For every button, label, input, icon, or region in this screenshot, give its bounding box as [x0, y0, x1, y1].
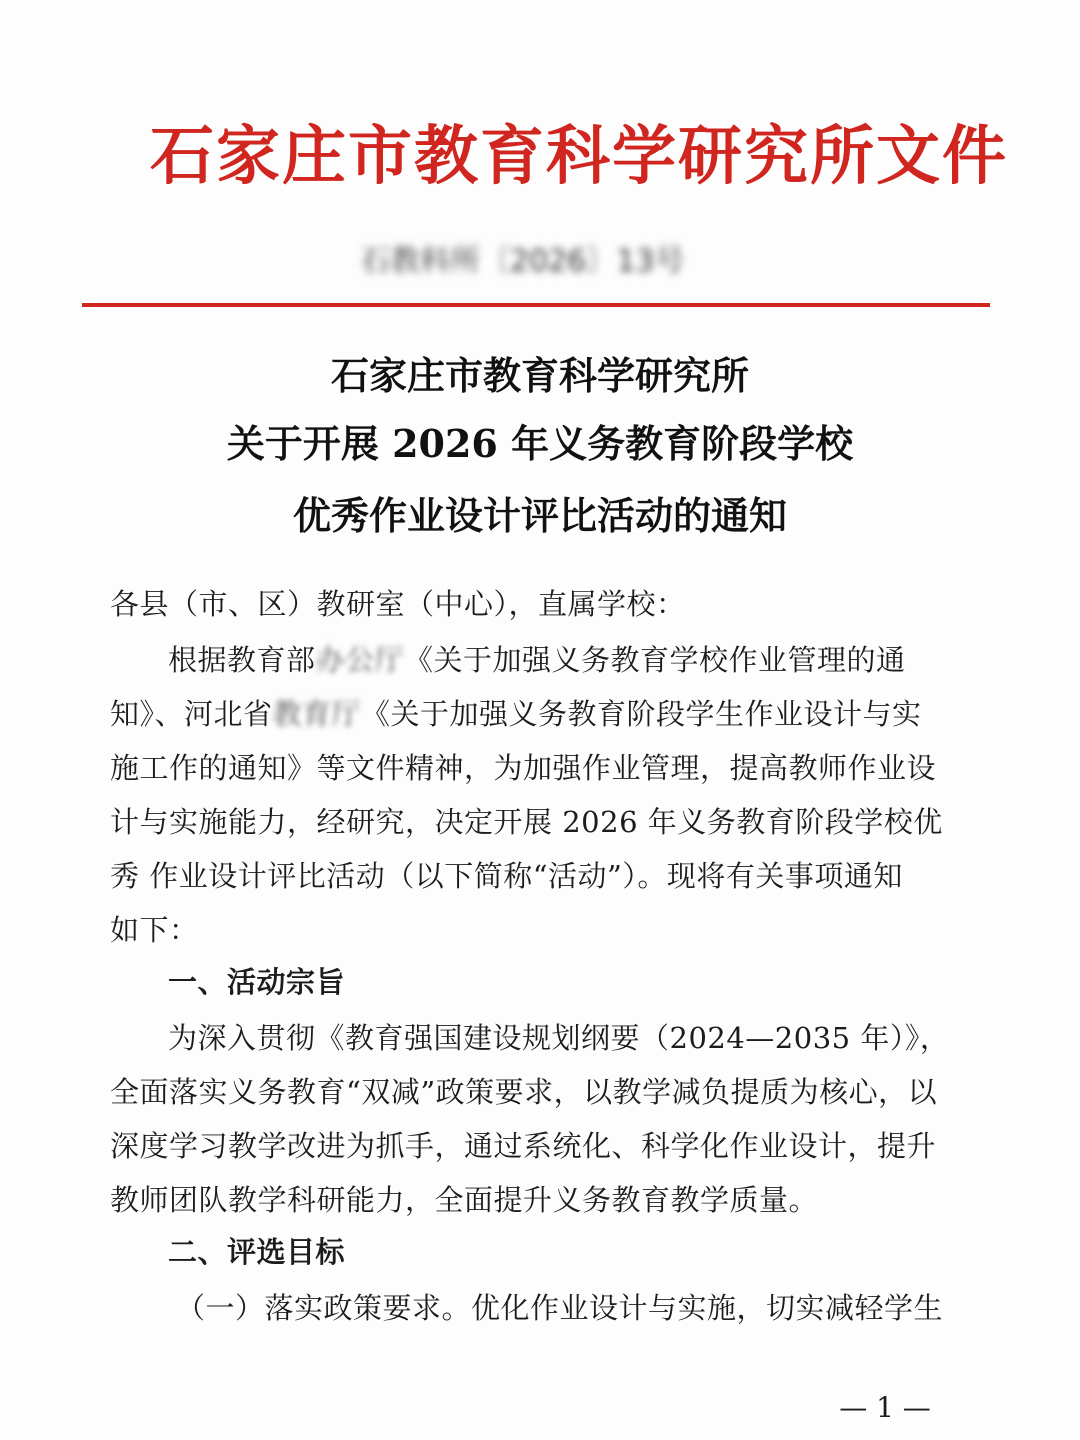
text-segment: 《关于加强义务教育学校作业管理的通 — [404, 643, 906, 677]
paragraph-2-line-4: 教师团队教学科研能力，全面提升义务教育教学质量。 — [110, 1183, 819, 1217]
text-segment: 知》、河北省 — [110, 697, 273, 731]
paragraph-3-line-1: （一）落实政策要求。优化作业设计与实施，切实减轻学生 — [176, 1291, 944, 1325]
paragraph-1-line-4: 计与实施能力，经研究，决定开展 2026 年义务教育阶段学校优 — [110, 805, 943, 839]
paragraph-1-line-5: 秀 作业设计评比活动（以下简称“活动”）。现将有关事项通知 — [110, 859, 903, 893]
section-heading-2: 二、评选目标 — [168, 1235, 346, 1269]
paragraph-1-line-2 — [110, 694, 922, 734]
notice-title-line-1: 石家庄市教育科学研究所 — [330, 353, 749, 398]
redacted-text: 办公厅 — [315, 643, 405, 677]
page-number: — 1 — — [839, 1391, 931, 1424]
salutation: 各县（市、区）教研室（中心），直属学校： — [110, 587, 686, 621]
paragraph-2-line-1: 为深入贯彻《教育强国建设规划纲要（2024—2035 年）》， — [168, 1021, 950, 1055]
paragraph-1-line-1 — [168, 640, 906, 680]
notice-title-line-3: 优秀作业设计评比活动的通知 — [292, 493, 787, 538]
red-divider-line — [82, 303, 990, 307]
paragraph-1-line-6: 如下： — [110, 913, 199, 947]
section-heading-1: 一、活动宗旨 — [168, 965, 346, 999]
notice-title-line-2: 关于开展 2026 年义务教育阶段学校 — [226, 421, 854, 466]
paragraph-2-line-2: 全面落实义务教育“双减”政策要求，以教学减负提质为核心，以 — [110, 1075, 938, 1109]
document-number: 石教科所〔2026〕13号 — [360, 244, 685, 279]
paragraph-2-line-3: 深度学习教学改进为抓手，通过系统化、科学化作业设计，提升 — [110, 1129, 937, 1163]
redacted-text: 教育厅 — [272, 697, 362, 731]
text-segment: 《关于加强义务教育阶段学生作业设计与实 — [361, 697, 922, 731]
paragraph-1-line-3: 施工作的通知》等文件精神，为加强作业管理，提高教师作业设 — [110, 751, 937, 785]
text-segment: 根据教育部 — [168, 643, 316, 677]
issuer-header-title: 石家庄市教育科学研究所文件 — [150, 120, 1008, 194]
